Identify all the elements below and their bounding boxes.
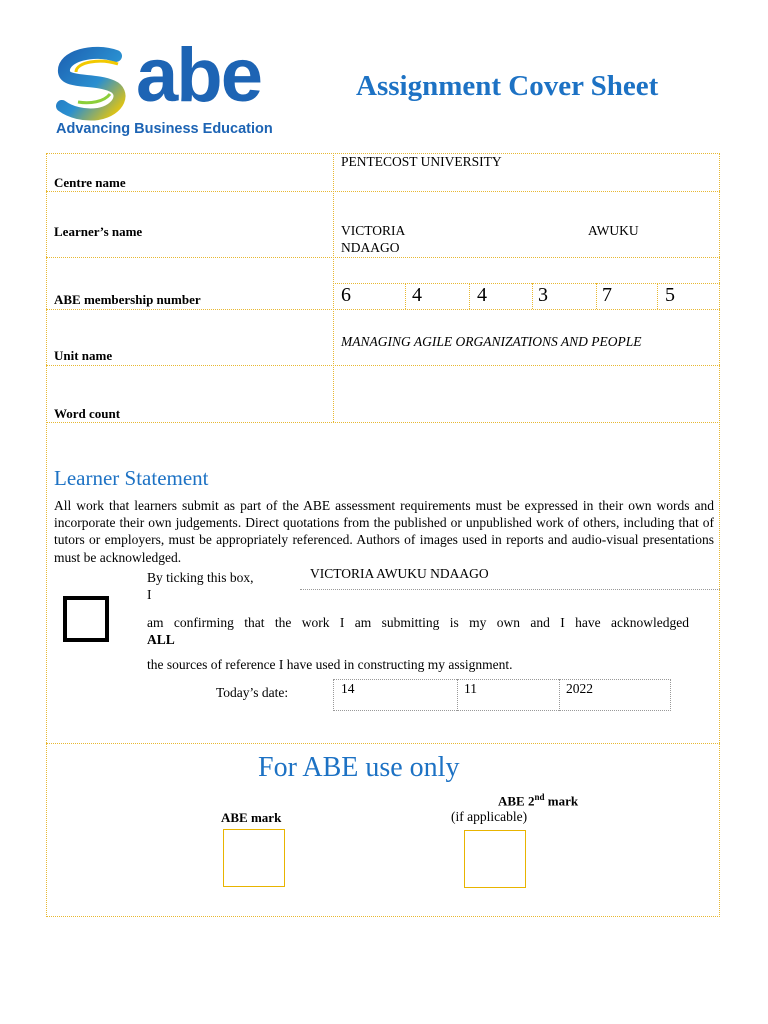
centre-name-value[interactable]: PENTECOST UNIVERSITY <box>341 154 502 169</box>
learner-last-name[interactable]: NDAAGO <box>341 240 400 255</box>
sources-text: the sources of reference I have used in constructing my assignment. <box>147 657 513 672</box>
ticking-text: By ticking this box, <box>147 570 254 585</box>
row-divider <box>46 365 720 366</box>
date-divider <box>457 679 458 711</box>
word-count-field[interactable] <box>341 380 711 416</box>
abe-second-mark-box[interactable] <box>464 830 526 888</box>
confirm-checkbox[interactable] <box>63 596 109 642</box>
membership-label: ABE membership number <box>54 292 201 307</box>
membership-digit[interactable]: 6 <box>341 284 351 306</box>
digit-divider <box>405 283 406 309</box>
second-mark-note: (if applicable) <box>451 809 528 824</box>
digit-divider <box>532 283 533 309</box>
confirm-all: ALL <box>147 632 175 647</box>
column-divider <box>333 153 334 422</box>
page-title: Assignment Cover Sheet <box>356 70 659 102</box>
membership-digit[interactable]: 4 <box>477 284 487 306</box>
logo-wordmark: abe <box>136 33 261 118</box>
row-divider <box>46 422 720 423</box>
row-divider <box>46 257 720 258</box>
membership-digit[interactable]: 5 <box>665 284 675 306</box>
membership-top-line <box>333 283 720 284</box>
abe-mark-label: ABE mark <box>221 810 282 825</box>
signer-name-underline <box>300 589 720 590</box>
learner-first-name[interactable]: VICTORIA <box>341 223 406 238</box>
date-divider <box>559 679 560 711</box>
learner-statement-heading: Learner Statement <box>54 466 209 490</box>
row-divider <box>46 191 720 192</box>
membership-digit[interactable]: 4 <box>412 284 422 306</box>
date-year[interactable]: 2022 <box>566 681 593 696</box>
signer-name[interactable]: VICTORIA AWUKU NDAAGO <box>310 566 489 581</box>
digit-divider <box>596 283 597 309</box>
membership-digit[interactable]: 3 <box>538 284 548 306</box>
confirm-text: am confirming that the work I am submitting is my own and I have acknowledged <box>147 615 689 630</box>
abe-logo <box>54 33 304 140</box>
unit-name-label: Unit name <box>54 348 113 363</box>
row-divider <box>46 743 720 744</box>
date-box <box>333 679 671 711</box>
date-month[interactable]: 11 <box>464 681 477 696</box>
abe-use-heading: For ABE use only <box>258 752 460 783</box>
ticking-text-i: I <box>147 587 152 602</box>
word-count-label: Word count <box>54 406 121 421</box>
centre-name-label: Centre name <box>54 175 126 190</box>
swirl-logo-icon <box>54 42 134 122</box>
learner-name-label: Learner’s name <box>54 224 143 239</box>
date-day[interactable]: 14 <box>341 681 355 696</box>
abe-mark-box[interactable] <box>223 829 285 887</box>
learner-middle-name[interactable]: AWUKU <box>588 223 639 238</box>
second-mark-label: ABE 2nd mark <box>498 792 579 809</box>
todays-date-label: Today’s date: <box>216 685 289 700</box>
digit-divider <box>657 283 658 309</box>
logo-tagline: Advancing Business Education <box>56 121 273 137</box>
learner-statement-text: All work that learners submit as part of the ABE assessment requirements must be expressed in their own words and incorporate their own judgements. Direct quotations from the published or unpublished work of others, including that of tutors or employers, must be appropriately referenced. Authors of images used in reports and audio-visual presentations must be acknowledged. <box>54 498 714 565</box>
unit-name-value[interactable]: MANAGING AGILE ORGANIZATIONS AND PEOPLE <box>341 334 642 349</box>
digit-divider <box>469 283 470 309</box>
membership-digit[interactable]: 7 <box>602 284 612 306</box>
row-divider <box>46 309 720 310</box>
